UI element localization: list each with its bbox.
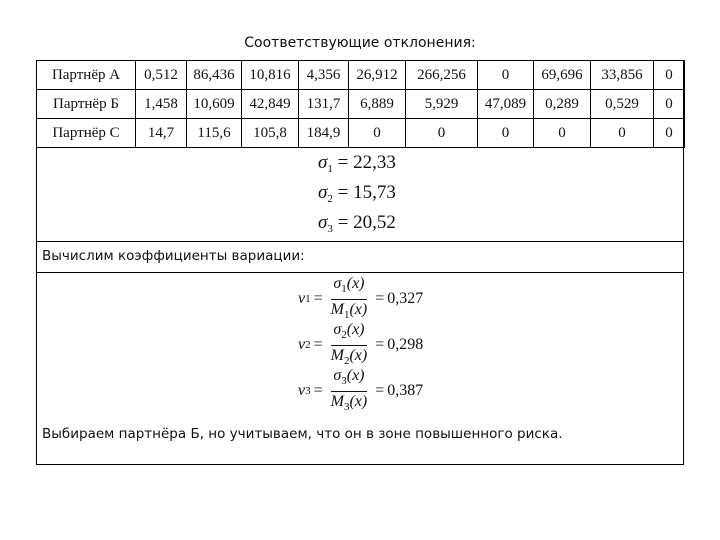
table-cell: 266,256: [406, 61, 478, 90]
table-cell: 47,089: [478, 90, 534, 119]
deviations-table: [36, 60, 685, 148]
divider: [36, 272, 684, 273]
table-cell: 0: [591, 119, 654, 148]
table-cell: 0: [478, 119, 534, 148]
table-cell: 14,7: [136, 119, 187, 148]
table-cell: 0,512: [136, 61, 187, 90]
table-cell: 115,6: [187, 119, 242, 148]
sigma-3-formula: $\sigma_3 = 20,52$: [318, 212, 396, 235]
std-deviation-block: [318, 148, 438, 238]
variation-label: Вычислим коэффициенты вариации:: [42, 248, 305, 264]
table-cell: 69,696: [534, 61, 591, 90]
coefficient-1-formula: ν 1 = $\frac{\sigma_1(x)}{M_1(x)}$ = 0,327: [298, 274, 424, 321]
table-row-partner-b: [37, 90, 685, 119]
table-row-partner-a: [37, 61, 685, 90]
table-cell: 105,8: [242, 119, 299, 148]
variation-coefficients-block: [298, 276, 458, 414]
table-cell: 10,609: [187, 90, 242, 119]
table-cell: 131,7: [299, 90, 349, 119]
table-cell: 5,929: [406, 90, 478, 119]
coefficient-2-formula: ν 2 = $\frac{\sigma_2(x)}{M_2(x)}$ = 0,298: [298, 320, 424, 367]
table-cell: 26,912: [349, 61, 406, 90]
table-row-partner-c: [37, 119, 685, 148]
row-label: Партнёр С: [37, 119, 136, 148]
table-cell: 0: [534, 119, 591, 148]
table-cell: 0: [478, 61, 534, 90]
table-cell: 184,9: [299, 119, 349, 148]
table-cell: 6,889: [349, 90, 406, 119]
conclusion-text: Выбираем партнёра Б, но учитываем, что он в зоне повышенного риска.: [42, 426, 563, 442]
table-cell: 10,816: [242, 61, 299, 90]
slide-title: Соответствующие отклонения:: [244, 35, 476, 51]
table-cell: 0,289: [534, 90, 591, 119]
table-cell: 1,458: [136, 90, 187, 119]
table-cell: 0: [406, 119, 478, 148]
table-cell: 86,436: [187, 61, 242, 90]
table-cell: 0: [349, 119, 406, 148]
table-cell: 42,849: [242, 90, 299, 119]
sigma-1-formula: $\sigma_1 = 22,33$: [318, 152, 396, 175]
table-cell: 33,856: [591, 61, 654, 90]
table-cell: 0,529: [591, 90, 654, 119]
sigma-2-formula: $\sigma_2 = 15,73$: [318, 182, 396, 205]
row-label: Партнёр Б: [37, 90, 136, 119]
coefficient-3-formula: ν 3 = $\frac{\sigma_3(x)}{M_3(x)}$ = 0,387: [298, 366, 424, 413]
row-label: Партнёр А: [37, 61, 136, 90]
table-cell: 0: [654, 119, 685, 148]
table-cell: 0: [654, 61, 685, 90]
table-cell: 4,356: [299, 61, 349, 90]
table-cell: 0: [654, 90, 685, 119]
divider: [36, 241, 684, 242]
